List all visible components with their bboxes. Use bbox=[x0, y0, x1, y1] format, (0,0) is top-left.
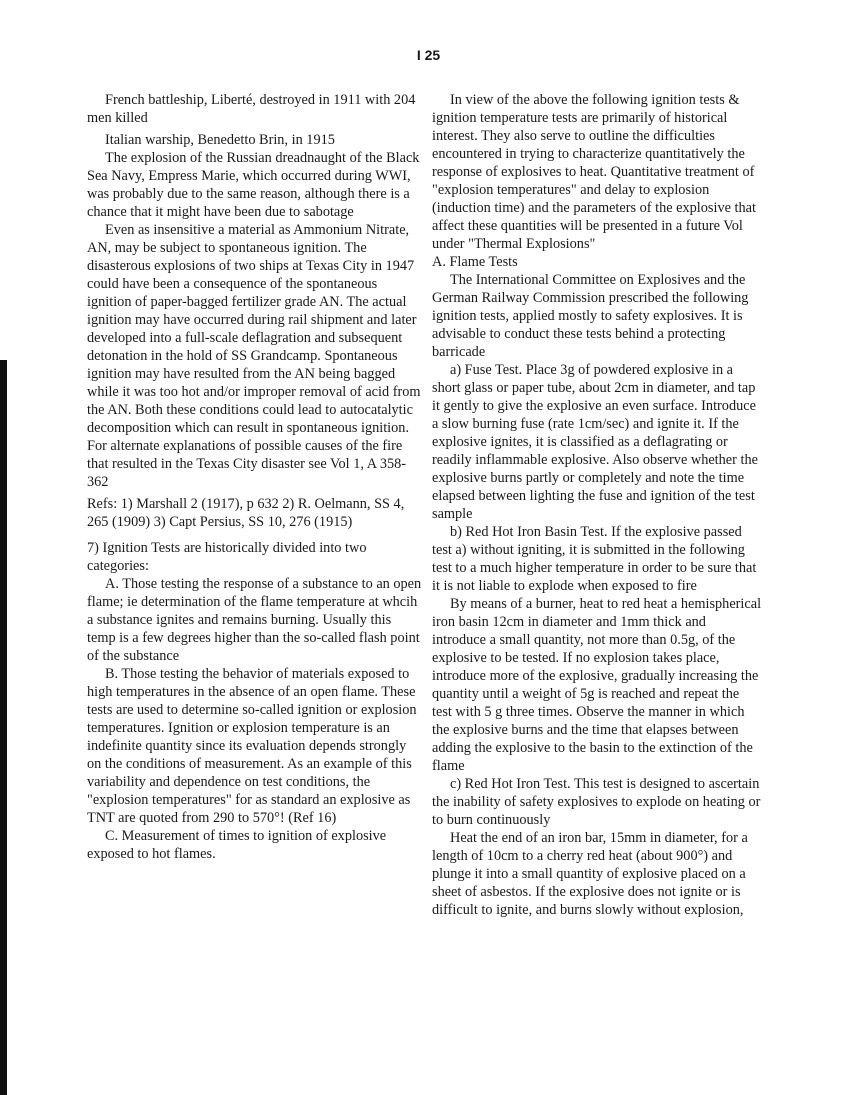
category-a: A. Those testing the response of a substance to an open flame; ie determination of the flame temperature at whcih a substance ignites and remains burning. Usually this temp is a few degrees higher than the so-called flash point of the substance bbox=[87, 576, 422, 664]
references: Refs: 1) Marshall 2 (1917), p 632 2) R. Oelmann, SS 4, 265 (1909) 3) Capt Persius, SS 10, 276 (1915) bbox=[87, 496, 405, 530]
section-heading-flame-tests: A. Flame Tests bbox=[432, 254, 518, 270]
paragraph-iron-bar-procedure: Heat the end of an iron bar, 15mm in diameter, for a length of 10cm to a cherry red heat (about 900°) and plunge it into a small quantity of explosive placed on a sheet of asbestos. If the explosive does not ignite or is difficult to ignite, and burns slowly without explosion, bbox=[432, 830, 748, 918]
left-column bbox=[87, 91, 422, 863]
paragraph-benedetto-brin: Italian warship, Benedetto Brin, in 1915 bbox=[105, 132, 335, 148]
paragraph-fuse-test: a) Fuse Test. Place 3g of powdered explosive in a short glass or paper tube, about 2cm in diameter, and tap it gently to give the explosive an even surface. Introduce a slow burning fuse (rate 1cm/sec) and ignite it. If the explosive ignites, it is classified as a deflagrating or readily inflammable explosive. Also observe whether the explosive burns partly or completely and note the time elapsed between lighting the fuse and ignition of the test sample bbox=[432, 362, 758, 522]
paragraph-red-hot-iron-test: c) Red Hot Iron Test. This test is designed to ascertain the inability of safety explosives to explode on heating or to burn continuously bbox=[432, 776, 761, 828]
paragraph-basin-procedure: By means of a burner, heat to red heat a hemispherical iron basin 12cm in diameter and 1mm thick and introduce a small quantity, not more than 0.5g, of the explosive to be tested. If no explosion takes place, introduce more of the explosive, gradually increasing the quantity until a weight of 5g is reached and repeat the test with 5 g three times. Observe the manner in which the explosive burns and the time that elapses between adding the explosive to the basin to the extinction of the flame bbox=[432, 596, 762, 774]
category-c: C. Measurement of times to ignition of explosive exposed to hot flames. bbox=[87, 828, 387, 862]
page-number: I 25 bbox=[416, 47, 441, 63]
paragraph-international-committee: The International Committee on Explosives and the German Railway Commission prescribed the following ignition tests, applied mostly to safety explosives. It is advisable to conduct these tests behind a protecting barricade bbox=[432, 272, 749, 360]
paragraph-liberte: French battleship, Liberté, destroyed in 1911 with 204 men killed bbox=[87, 92, 416, 126]
paragraph-historical-interest: In view of the above the following ignition tests & ignition temperature tests are primarily of historical interest. They also serve to outline the difficulties encountered in trying to characterize quantitatively the response of explosives to heat. Quantitative treatment of "explosion temperatures" and delay to explosion (induction time) and the parameters of the explosive that affect these quantities will be presented in a future Vol under "Thermal Explosions" bbox=[432, 92, 756, 252]
scan-edge-bar bbox=[0, 360, 7, 1095]
right-column bbox=[432, 91, 762, 919]
category-b: B. Those testing the behavior of materials exposed to high temperatures in the absence of an open flame. These tests are used to determine so-called ignition or explosion temperatures. Ignition or explosion temperature is an indefinite quantity since its evaluation depends strongly on the conditions of measurement. As an example of this variability and dependence on test conditions, the "explosion temperatures" for as standard an explosive as TNT are quoted from 290 to 570°! (Ref 16) bbox=[87, 666, 417, 826]
paragraph-red-hot-iron-basin-test: b) Red Hot Iron Basin Test. If the explosive passed test a) without igniting, it is submitted in the following test to a much higher temperature in order to be sure that it is not liable to explode when exposed to fire bbox=[432, 524, 757, 594]
paragraph-ammonium-nitrate: Even as insensitive a material as Ammonium Nitrate, AN, may be subject to spontaneous ignition. The disasterous explosions of two ships at Texas City in 1947 could have been a consequence of the spontaneous ignition of paper-bagged fertilizer grade AN. The actual ignition may have occurred during rail shipment and later developed into a full-scale deflagration and subsequent detonation in the hold of SS Grandcamp. Spontaneous ignition may have resulted from the AN being bagged while it was too hot and/or improper removal of acid from the AN. Both these conditions could lead to autocatalytic decomposition which can result in spontaneous ignition. For alternate explanations of possible causes of the fire that resulted in the Texas City disaster see Vol 1, A 358-362 bbox=[87, 222, 421, 490]
ignition-tests-intro: 7) Ignition Tests are historically divided into two categories: bbox=[87, 540, 367, 574]
paragraph-empress-marie: The explosion of the Russian dreadnaught of the Black Sea Navy, Empress Marie, which occurred during WWI, was probably due to the same reason, although there is a chance that it might have been due to sabotage bbox=[87, 150, 420, 220]
